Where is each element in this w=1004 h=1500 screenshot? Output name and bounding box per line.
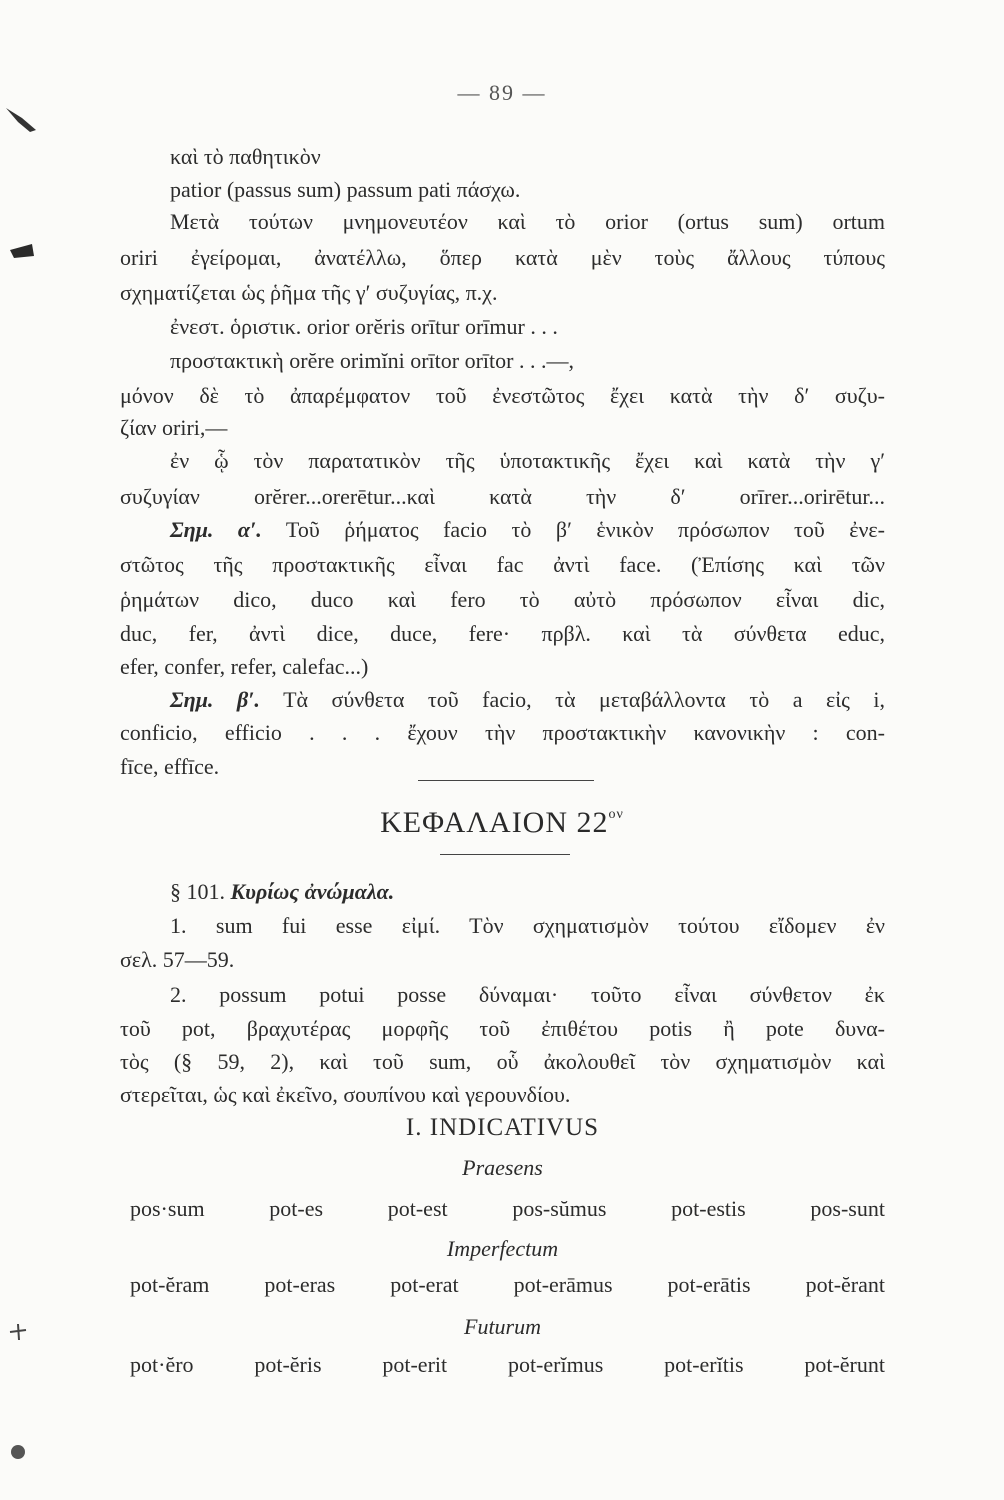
verb-form: pot-ĕrunt — [804, 1352, 885, 1377]
verb-form: pot-est — [387, 1196, 448, 1221]
note-text: Τοῦ ῥήματος facio τὸ β′ ἑνικὸν πρόσωπον τοῦ ἐνε- — [285, 517, 885, 542]
note-label: Σημ. β′. — [170, 687, 260, 712]
text-line: σελ. 57—59. — [120, 947, 235, 972]
text-line: τὸς (§ 59, 2), καὶ τοῦ sum, οὗ ἀκολουθεῖ τὸν σχηματισμὸν καὶ — [120, 1049, 885, 1074]
section-heading — [170, 877, 885, 907]
conjugation-row — [130, 1352, 885, 1378]
note-line — [170, 515, 885, 545]
verb-form: pot-ĕram — [130, 1272, 210, 1297]
chapter-title-text: ΚΕΦΑΛΑΙΟΝ 22 — [380, 806, 609, 839]
verb-form: pos-sŭmus — [512, 1196, 607, 1221]
text-line: ἐνεστ. ὁριστικ. orior orĕris orītur orīmur . . . — [170, 314, 558, 339]
text-line: τοῦ pot, βραχυτέρας μορφῆς τοῦ ἐπιθέτου potis ἢ pote δυνα- — [120, 1016, 885, 1041]
tense-heading: Praesens — [462, 1155, 543, 1180]
chapter-underline — [440, 854, 570, 855]
text-line: oriri ἐγείρομαι, ἀνατέλλω, ὅπερ κατὰ μὲν τοὺς ἄλλους τύπους — [120, 245, 885, 270]
note-text: Τὰ σύνθετα τοῦ facio, τὰ μεταβάλλοντα τὸ a εἰς i, — [283, 687, 886, 712]
text-line: 1. sum fui esse εἰμί. Τὸν σχηματισμὸν τούτου εἴδομεν ἐν — [170, 913, 885, 938]
section-title: Κυρίως ἀνώμαλα. — [230, 879, 395, 904]
text-line: ζίαν oriri,— — [120, 415, 228, 440]
verb-form: pot-erĭtis — [664, 1352, 744, 1377]
verb-form: pot-erātis — [667, 1272, 751, 1297]
text-line: μόνον δὲ τὸ ἀπαρέμφατον τοῦ ἐνεστῶτος ἔχει κατὰ τὴν δ′ συζυ- — [120, 383, 885, 408]
scan-speck-icon — [2, 100, 42, 140]
text-line: συζυγίαν orĕrer...orerētur...καὶ κατὰ τὴν δ′ orīrer...orirētur... — [120, 484, 885, 509]
text-line: fīce, effīce. — [120, 754, 220, 779]
section-number: § 101. — [170, 879, 225, 904]
verb-form: pot-estis — [671, 1196, 746, 1221]
text-line: ῥημάτων dico, duco καὶ fero τὸ αὐτὸ πρόσωπον εἶναι dic, — [120, 587, 885, 612]
note-line — [170, 685, 885, 715]
conjugation-row — [130, 1272, 885, 1298]
indicativus-heading: I. INDICATIVUS — [405, 1114, 600, 1141]
page-number: — 89 — — [457, 80, 547, 105]
verb-form: pot-erĭmus — [507, 1352, 604, 1377]
verb-form: pot-erat — [390, 1272, 459, 1297]
text-line: Μετὰ τούτων μνημονευτέον καὶ τὸ orior (ortus sum) ortum — [170, 209, 885, 234]
scan-speck-icon — [4, 1438, 32, 1466]
scan-speck-icon — [4, 236, 40, 266]
text-line: duc, fer, ἀντὶ dice, duce, fere· πρβλ. καὶ τὰ σύνθετα educ, — [120, 621, 885, 646]
chapter-title — [0, 806, 1004, 840]
scan-speck-icon — [6, 1320, 30, 1344]
separator-rule — [418, 780, 594, 781]
verb-form: pot-ĕrant — [805, 1272, 885, 1297]
note-label: Σημ. α′. — [170, 517, 262, 542]
tense-heading: Futurum — [464, 1314, 541, 1339]
verb-form: pot-erāmus — [513, 1272, 613, 1297]
text-line: 2. possum potui posse δύναμαι· τοῦτο εἶναι σύνθετον ἐκ — [170, 982, 885, 1007]
verb-form: pos-sunt — [810, 1196, 885, 1221]
text-line: στερεῖται, ὡς καὶ ἐκεῖνο, σουπίνου καὶ γερουνδίου. — [120, 1082, 571, 1107]
tense-heading: Imperfectum — [446, 1236, 559, 1261]
text-line: patior (passus sum) passum pati πάσχω. — [170, 177, 521, 202]
verb-form: pot·ĕro — [130, 1352, 194, 1377]
text-line: ἐν ᾧ τὸν παρατατικὸν τῆς ὑποτακτικῆς ἔχει καὶ κατὰ τὴν γ′ — [170, 448, 885, 473]
verb-form: pot-es — [269, 1196, 324, 1221]
conjugation-row — [130, 1196, 885, 1222]
verb-form: pot-eras — [264, 1272, 336, 1297]
verb-form: pot-erit — [382, 1352, 448, 1377]
verb-form: pos·sum — [130, 1196, 205, 1221]
chapter-suffix: ον — [608, 807, 624, 822]
text-line: καὶ τὸ παθητικὸν — [170, 144, 321, 169]
text-line: προστακτικὴ orĕre orimĭni orītor orītor . . .—, — [170, 348, 574, 373]
text-line: σχηματίζεται ὡς ῥῆμα τῆς γ′ συζυγίας, π.χ. — [120, 280, 498, 305]
text-line: conficio, efficio . . . ἔχουν τὴν προστακτικὴν κανονικὴν : con- — [120, 720, 885, 745]
text-line: στῶτος τῆς προστακτικῆς εἶναι fac ἀντὶ face. (Ἐπίσης καὶ τῶν — [120, 552, 885, 577]
verb-form: pot-ĕris — [254, 1352, 322, 1377]
text-line: efer, confer, refer, calefac...) — [120, 654, 369, 679]
